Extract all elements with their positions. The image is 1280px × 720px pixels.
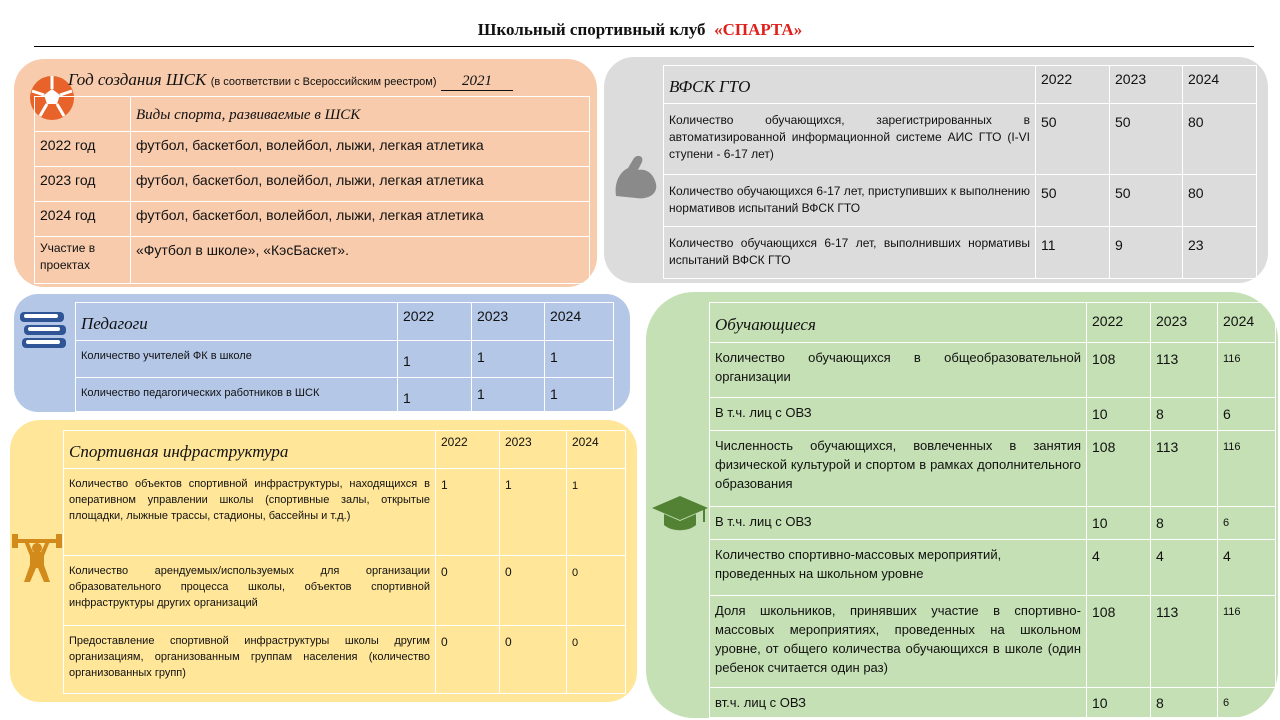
title-prefix: Школьный спортивный клуб xyxy=(477,20,706,39)
gto-row-label: Количество обучающихся 6-17 лет, приступивших к выполнению нормативов испытаний ВФСК ГТО xyxy=(664,174,1036,226)
gto-row-value: 11 xyxy=(1036,226,1110,278)
gto-row-value: 9 xyxy=(1110,226,1183,278)
students-row-value: 10 xyxy=(1087,507,1151,540)
students-row-value: 116 xyxy=(1218,343,1276,398)
shsk-row-sports: футбол, баскетбол, волейбол, лыжи, легкая атлетика xyxy=(131,202,590,237)
shsk-table xyxy=(34,96,590,284)
title-rule xyxy=(34,46,1254,47)
students-year: 2024 xyxy=(1218,303,1276,343)
teachers-row-value: 1 xyxy=(545,378,614,412)
gto-row-value: 80 xyxy=(1183,174,1257,226)
students-row-value: 108 xyxy=(1087,596,1151,688)
teachers-row-value: 1 xyxy=(398,378,472,412)
gto-row-value: 23 xyxy=(1183,226,1257,278)
shsk-row-sports: футбол, баскетбол, волейбол, лыжи, легкая атлетика xyxy=(131,132,590,167)
teachers-row-label: Количество педагогических работников в ШСК xyxy=(76,378,398,412)
gto-row-value: 80 xyxy=(1183,103,1257,174)
gto-row-value: 50 xyxy=(1036,174,1110,226)
students-row-value: 8 xyxy=(1151,688,1218,718)
infra-row-label: Предоставление спортивной инфраструктуры школы другим организациям, организованным группам населения (количество организованных групп) xyxy=(64,626,436,694)
students-row-label: Количество спортивно-массовых мероприятий, проведенных на школьном уровне xyxy=(710,540,1087,596)
students-table xyxy=(709,302,1276,718)
students-row-value: 6 xyxy=(1218,507,1276,540)
shsk-projects-value: «Футбол в школе», «КэсБаскет». xyxy=(131,237,590,284)
gto-year: 2024 xyxy=(1183,66,1257,104)
students-row-value: 108 xyxy=(1087,431,1151,507)
infra-row-value: 0 xyxy=(436,626,500,694)
infra-row-value: 1 xyxy=(567,469,626,556)
students-row-value: 6 xyxy=(1218,398,1276,431)
students-row-value: 116 xyxy=(1218,596,1276,688)
shsk-projects-label: Участие в проектах xyxy=(35,237,131,284)
shsk-row-sports: футбол, баскетбол, волейбол, лыжи, легкая атлетика xyxy=(131,167,590,202)
students-row-value: 6 xyxy=(1218,688,1276,718)
teachers-row-value: 1 xyxy=(398,341,472,378)
shsk-row-year: 2022 год xyxy=(35,132,131,167)
infra-row-value: 1 xyxy=(500,469,567,556)
students-row-value: 8 xyxy=(1151,398,1218,431)
gto-row-label: Количество обучающихся 6-17 лет, выполнивших нормативы испытаний ВФСК ГТО xyxy=(664,226,1036,278)
books-icon xyxy=(18,306,70,352)
gto-row-label: Количество обучающихся, зарегистрированных в автоматизированной информационной системе АИС ГТО (I-VI ступени - 6-17 лет) xyxy=(664,103,1036,174)
students-row-value: 108 xyxy=(1087,343,1151,398)
infra-year: 2023 xyxy=(500,431,567,469)
students-row-value: 4 xyxy=(1151,540,1218,596)
teachers-year: 2023 xyxy=(472,303,545,341)
shsk-founded-line xyxy=(68,70,513,91)
gto-row-value: 50 xyxy=(1110,103,1183,174)
gto-row-value: 50 xyxy=(1036,103,1110,174)
infra-row-label: Количество объектов спортивной инфраструктуры, находящихся в оперативном управлении школы (спортивные залы, открытые площадки, лыжные трассы, стадионы, бассейны и т.д.) xyxy=(64,469,436,556)
gto-table xyxy=(663,65,1257,279)
teachers-row-value: 1 xyxy=(545,341,614,378)
infra-row-label: Количество арендуемых/используемых для организации образовательного процесса школы, объектов спортивной инфраструктуры других организаций xyxy=(64,556,436,626)
students-year: 2023 xyxy=(1151,303,1218,343)
students-row-label: Количество обучающихся в общеобразовательной организации xyxy=(710,343,1087,398)
gto-year: 2023 xyxy=(1110,66,1183,104)
infra-row-value: 0 xyxy=(567,556,626,626)
graduation-cap-icon xyxy=(650,494,710,534)
students-row-value: 113 xyxy=(1151,343,1218,398)
shsk-founded-note: (в соответствии с Всероссийским реестром) xyxy=(210,76,437,88)
students-row-value: 4 xyxy=(1218,540,1276,596)
students-row-label: В т.ч. лиц с ОВЗ xyxy=(710,507,1087,540)
shsk-founded-label: Год создания ШСК xyxy=(68,70,207,89)
students-row-value: 10 xyxy=(1087,398,1151,431)
students-row-label: Доля школьников, принявших участие в спортивно-массовых мероприятиях, проведенных на школьном уровне, от общего количества обучающихся в школе (один ребенок считается один раз) xyxy=(710,596,1087,688)
teachers-header: Педагоги xyxy=(76,303,398,341)
infra-year: 2022 xyxy=(436,431,500,469)
students-row-value: 4 xyxy=(1087,540,1151,596)
students-row-value: 8 xyxy=(1151,507,1218,540)
students-row-label: В т.ч. лиц с ОВЗ xyxy=(710,398,1087,431)
students-row-value: 113 xyxy=(1151,431,1218,507)
teachers-year: 2022 xyxy=(398,303,472,341)
teachers-year: 2024 xyxy=(545,303,614,341)
infra-header: Спортивная инфраструктура xyxy=(64,431,436,469)
page-title xyxy=(0,20,1280,40)
teachers-row-value: 1 xyxy=(472,378,545,412)
shsk-corner-cell xyxy=(35,97,131,132)
infra-year: 2024 xyxy=(567,431,626,469)
students-row-value: 116 xyxy=(1218,431,1276,507)
teachers-row-label: Количество учителей ФК в школе xyxy=(76,341,398,378)
infra-row-value: 0 xyxy=(436,556,500,626)
gto-header: ВФСК ГТО xyxy=(664,66,1036,104)
students-row-label: Численность обучающихся, вовлеченных в занятия физической культурой и спортом в рамках дополнительного образования xyxy=(710,431,1087,507)
students-header: Обучающиеся xyxy=(710,303,1087,343)
students-row-label: вт.ч. лиц с ОВЗ xyxy=(710,688,1087,718)
infra-row-value: 0 xyxy=(500,626,567,694)
shsk-founded-year: 2021 xyxy=(441,73,513,91)
title-club-name: «СПАРТА» xyxy=(714,20,803,39)
shsk-sports-header: Виды спорта, развиваемые в ШСК xyxy=(131,97,590,132)
weightlifter-icon xyxy=(10,528,64,584)
infra-table xyxy=(63,430,626,694)
gto-year: 2022 xyxy=(1036,66,1110,104)
gto-row-value: 50 xyxy=(1110,174,1183,226)
students-row-value: 113 xyxy=(1151,596,1218,688)
infra-row-value: 1 xyxy=(436,469,500,556)
infra-row-value: 0 xyxy=(567,626,626,694)
shsk-row-year: 2023 год xyxy=(35,167,131,202)
students-year: 2022 xyxy=(1087,303,1151,343)
students-row-value: 10 xyxy=(1087,688,1151,718)
teachers-row-value: 1 xyxy=(472,341,545,378)
flexed-arm-icon xyxy=(612,152,660,202)
shsk-row-year: 2024 год xyxy=(35,202,131,237)
infra-row-value: 0 xyxy=(500,556,567,626)
teachers-table xyxy=(75,302,614,412)
